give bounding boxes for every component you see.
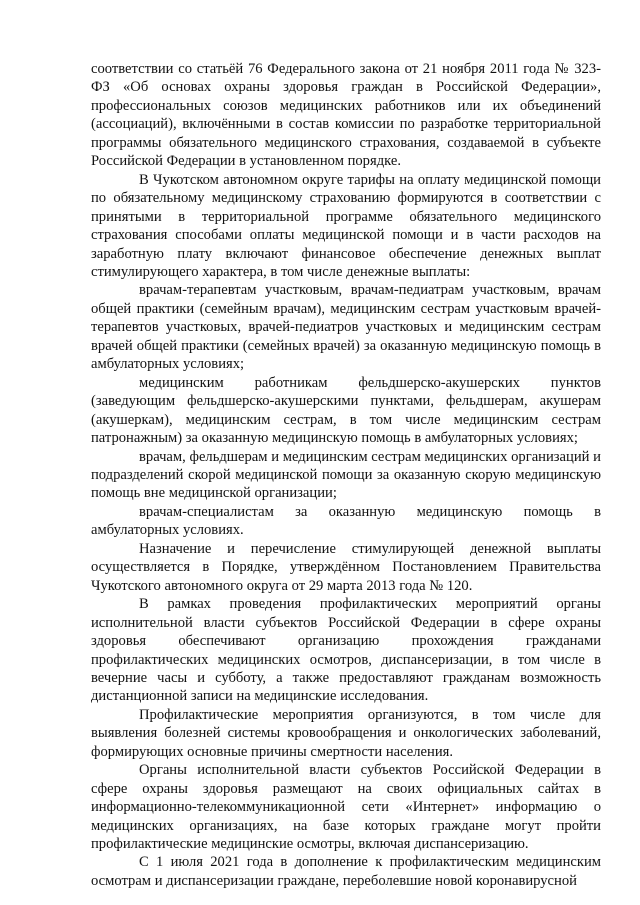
paragraph: С 1 июля 2021 года в дополнение к профилактическим медицинским осмотрам и диспансеризации граждане, переболевшие новой коронавирусной	[91, 854, 601, 889]
paragraph: медицинским работникам фельдшерско-акушерских пунктов (заведующим фельдшерско-акушерскими пунктами, фельдшерам, акушерам (акушеркам), медицинским сестрам, в том числе медицинским сестрам патронажным) за оказанную медицинскую помощь в амбулаторных условиях;	[91, 374, 601, 447]
paragraph: врачам-специалистам за оказанную медицинскую помощь в амбулаторных условиях.	[91, 503, 601, 539]
paragraph: соответствии со статьёй 76 Федерального закона от 21 ноября 2011 года № 323-ФЗ «Об основах охраны здоровья граждан в Российской Федерации», профессиональных союзов медицинских работников или их объединений (ассоциаций), включёнными в состав комиссии по разработке территориальной программы обязательного медицинского страхования, создаваемой в субъекте Российской Федерации в установленном порядке.	[91, 61, 601, 170]
paragraph: Органы исполнительной власти субъектов Российской Федерации в сфере охраны здоровья размещают на своих официальных сайтах в информационно-телекоммуникационной сети «Интернет» информацию о медицинских организациях, на базе которых граждане могут пройти профилактические медицинские осмотры, включая диспансеризацию.	[91, 762, 601, 853]
paragraph: В Чукотском автономном округе тарифы на оплату медицинской помощи по обязательному медицинскому страхованию формируются в соответствии с принятыми в территориальной программе обязательного медицинского страхования способами оплаты медицинской помощи и в части расходов на заработную плату включают финансовое обеспечение денежных выплат стимулирующего характера, в том числе денежные выплаты:	[91, 171, 601, 280]
paragraph: врачам, фельдшерам и медицинским сестрам медицинских организаций и подразделений скорой медицинской помощи за оказанную скорую медицинскую помощь вне медицинской организации;	[91, 448, 601, 502]
paragraph: В рамках проведения профилактических мероприятий органы исполнительной власти субъектов Российской Федерации в сфере охраны здоровья обеспечивают организацию прохождения гражданами профилактических медицинских осмотров, диспансеризации, в том числе в вечерние часы и субботу, а также предоставляют гражданам возможность дистанционной записи на медицинские исследования.	[91, 596, 601, 705]
paragraph: Назначение и перечисление стимулирующей денежной выплаты осуществляется в Порядке, утверждённом Постановлением Правительства Чукотского автономного округа от 29 марта 2013 года № 120.	[91, 540, 601, 594]
paragraph: врачам-терапевтам участковым, врачам-педиатрам участковым, врачам общей практики (семейным врачам), медицинским сестрам участковым врачей-терапевтов участковых, врачей-педиатров участковых и медицинским сестрам врачей общей практики (семейных врачей) за оказанную медицинскую помощь в амбулаторных условиях;	[91, 282, 601, 373]
document-body	[91, 60, 601, 890]
paragraph: Профилактические мероприятия организуются, в том числе для выявления болезней системы кровообращения и онкологических заболеваний, формирующих основные причины смертности населения.	[91, 706, 601, 760]
